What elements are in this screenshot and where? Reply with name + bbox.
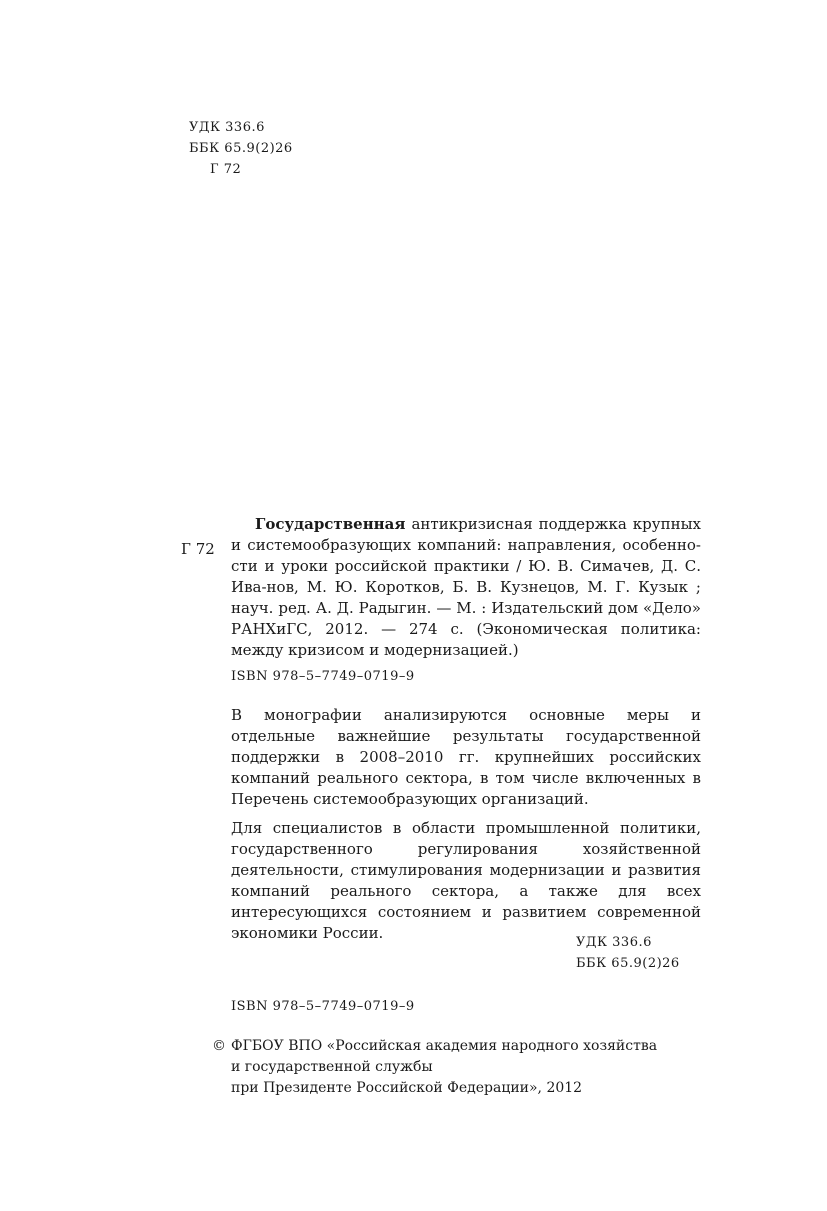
bibliographic-text	[231, 514, 701, 661]
udk-code: УДК 336.6	[576, 935, 652, 950]
copyright-notice	[212, 1036, 657, 1099]
copyright-line: ФГБОУ ВПО «Российская академия народного хозяйства	[231, 1038, 658, 1054]
bbk-code: ББК 65.9(2)26	[576, 956, 680, 971]
classification-top	[189, 117, 293, 180]
abstract	[231, 705, 701, 944]
isbn-line: ISBN 978–5–7749–0719–9	[231, 669, 415, 684]
audience-paragraph: Для специалистов в области промышленной политики, государственного регулирования хозяйственной деятельности, стимулирования модернизации и развития компаний реального сектора, а также для всех интересующихся состоянием и развитием современной экономики России.	[231, 819, 701, 942]
biblio-line: сти и уроки российской практики / Ю. В. Симачев, Д. С. Ива-	[231, 557, 701, 596]
copyright-icon: ©	[212, 1038, 226, 1054]
biblio-line: и модернизацией.)	[369, 641, 519, 659]
author-mark-left: Г 72	[181, 540, 215, 558]
udk-code: УДК 336.6	[189, 120, 265, 135]
copyright-line: и государственной службы	[231, 1059, 433, 1075]
bbk-code: ББК 65.9(2)26	[189, 141, 293, 156]
bibliographic-record	[231, 514, 701, 661]
copyright-line: при Президенте Российской Федерации», 2012	[231, 1080, 583, 1096]
author-mark: Г 72	[210, 162, 242, 177]
isbn-line: ISBN 978–5–7749–0719–9	[231, 999, 415, 1014]
biblio-line: антикризисная поддержка крупных	[411, 515, 701, 533]
biblio-line: А. Д. Радыгин. — М. : Издательский дом «Дело» РАНХиГС,	[231, 599, 701, 638]
biblio-line: 2012. — 274 с. (Экономическая политика: между кризисом	[231, 620, 701, 659]
biblio-line: нов, М. Ю. Коротков, Б. В. Кузнецов, М. Г. Кузык ; науч. ред.	[231, 578, 701, 617]
biblio-line: и системообразующих компаний: направления, особенно-	[231, 536, 701, 554]
abstract-paragraph: В монографии анализируются основные меры и отдельные важнейшие результаты государственной поддержки в 2008–2010 гг. крупнейших российских компаний реального сектора, в том числе включенных в Перечень системообразующих организаций.	[231, 706, 701, 808]
title-bold: Государственная	[255, 515, 406, 533]
classification-right	[576, 932, 680, 974]
